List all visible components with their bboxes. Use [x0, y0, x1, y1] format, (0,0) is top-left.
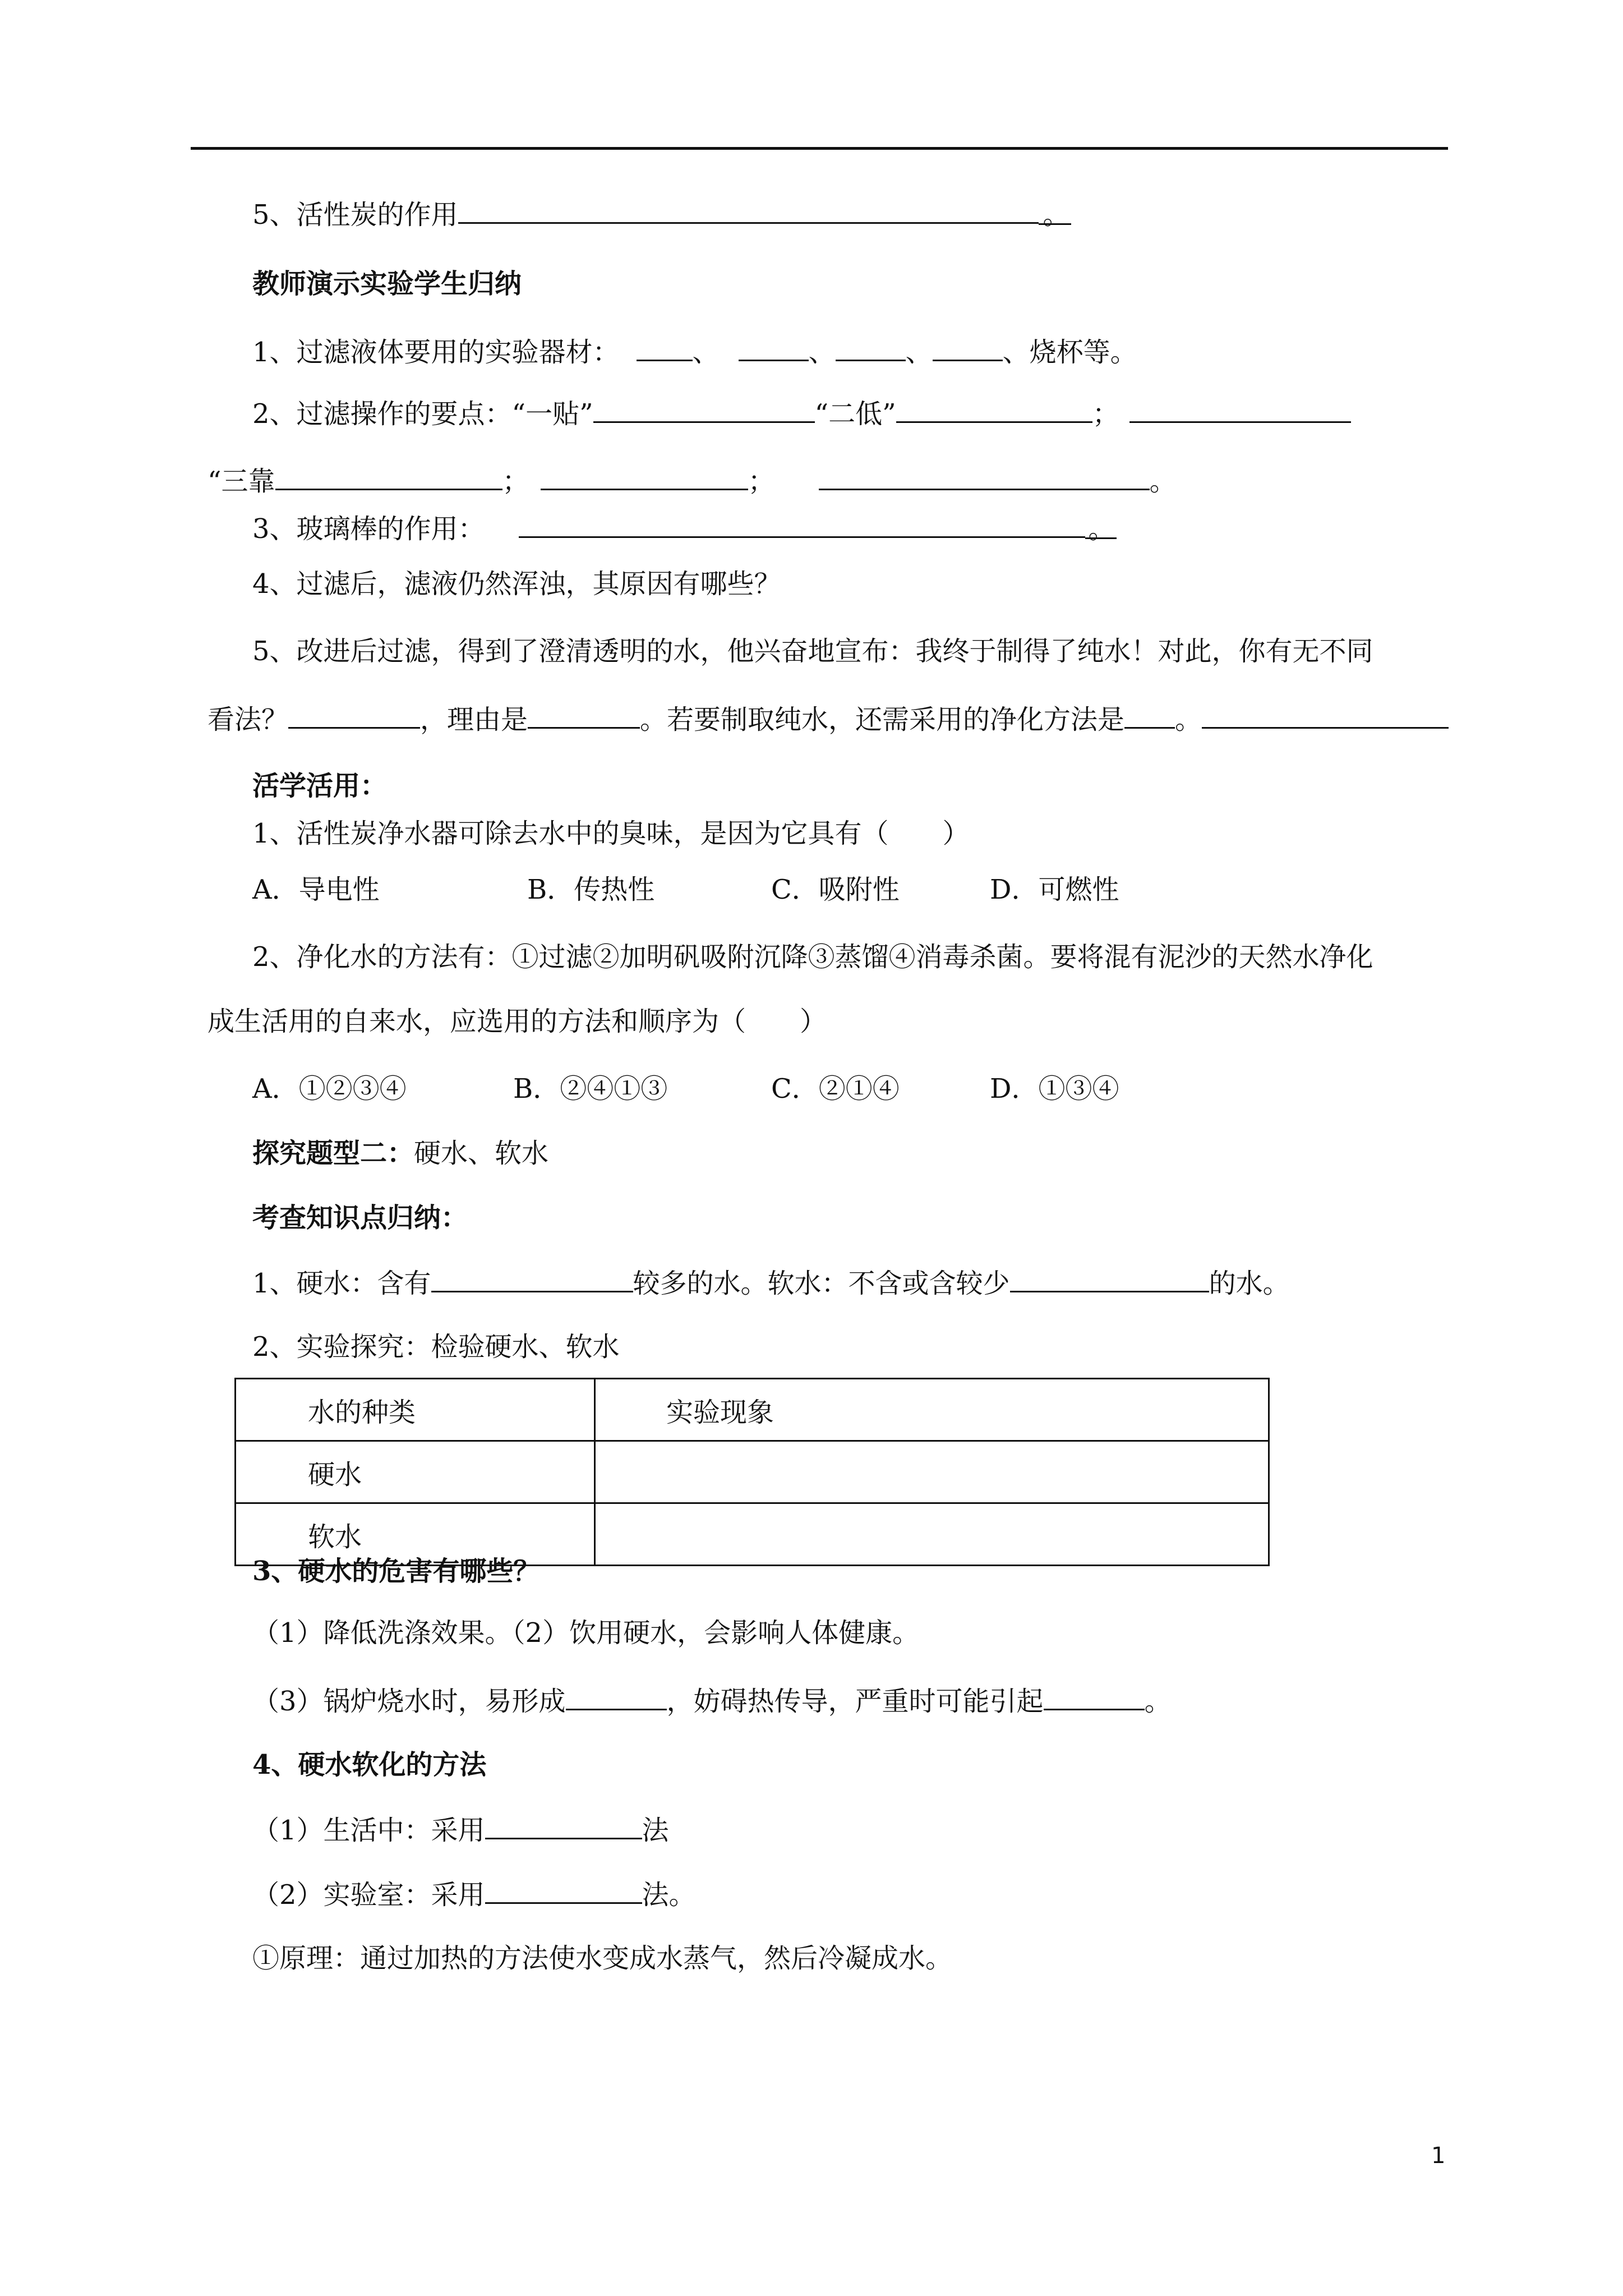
blank[interactable]	[896, 395, 1092, 423]
apply-q1-option-d[interactable]: D．可燃性	[990, 874, 1119, 905]
apply-q2-option-b[interactable]: B．②④①③	[513, 1073, 668, 1105]
hard-water-harm-title: 3、硬水的危害有哪些？	[252, 1556, 541, 1587]
table-cell: 软水	[236, 1503, 595, 1566]
header-rule	[191, 147, 1448, 150]
blank[interactable]	[566, 1683, 667, 1710]
section-type-2: 探究题型二：硬水、软水	[252, 1138, 549, 1169]
blank[interactable]	[458, 196, 1039, 224]
blank[interactable]	[836, 334, 906, 361]
glass-rod-line: 3、玻璃棒的作用： 。	[252, 510, 1117, 546]
blank[interactable]	[541, 463, 748, 490]
blank[interactable]	[1202, 701, 1449, 729]
blank[interactable]	[739, 334, 809, 361]
softening-daily-life: （1）生活中：采用 法	[252, 1812, 669, 1848]
softening-title: 4、硬水软化的方法	[252, 1749, 487, 1780]
q5-activated-carbon-line: 5、活性炭的作用 。	[252, 196, 1071, 232]
blank[interactable]	[819, 463, 1150, 490]
blank[interactable]	[1010, 1265, 1209, 1292]
blank[interactable]	[485, 1876, 642, 1904]
apply-question-1: 1、活性炭净水器可除去水中的臭味，是因为它具有（ ）	[252, 818, 970, 849]
table-cell-answer[interactable]	[595, 1503, 1269, 1566]
filter-equipment-line: 1、过滤液体要用的实验器材： 、 、 、 、烧杯等。	[252, 334, 1137, 370]
blank[interactable]	[519, 510, 1085, 538]
pure-water-question-line-1: 5、改进后过滤，得到了澄清透明的水，他兴奋地宣布：我终于制得了纯水！对此，你有无不同	[252, 636, 1373, 667]
turbid-filtrate-question: 4、过滤后，滤液仍然浑浊，其原因有哪些？	[252, 568, 781, 600]
filter-points-line-2: “三靠 ； ； 。	[208, 463, 1177, 499]
hard-soft-definition-line: 1、硬水：含有 较多的水。软水：不含或含较少 的水。	[252, 1265, 1290, 1301]
blank[interactable]	[933, 334, 1003, 361]
blank[interactable]	[485, 1812, 642, 1839]
table-header-row	[236, 1379, 1269, 1441]
table-cell-answer[interactable]	[595, 1441, 1269, 1503]
table-header-cell: 实验现象	[595, 1379, 1269, 1441]
filter-points-line: 2、过滤操作的要点：“一贴” “二低” ；	[252, 395, 1351, 431]
apply-q2-option-d[interactable]: D．①③④	[990, 1073, 1119, 1105]
table-cell: 硬水	[236, 1441, 595, 1503]
pure-water-question-line-2: 看法？ ，理由是 。若要制取纯水，还需采用的净化方法是 。	[208, 701, 1449, 737]
apply-question-2-line-1: 2、净化水的方法有：①过滤②加明矾吸附沉降③蒸馏④消毒杀菌。要将混有泥沙的天然水净化	[252, 941, 1373, 973]
table-row	[236, 1441, 1269, 1503]
hard-soft-water-table	[234, 1378, 1270, 1566]
table-header-cell: 水的种类	[236, 1379, 595, 1441]
hard-water-harm-3: （3）锅炉烧水时，易形成 ，妨碍热传导，严重时可能引起 。	[252, 1683, 1172, 1719]
blank[interactable]	[1124, 701, 1175, 729]
apply-question-2-line-2: 成生活用的自来水，应选用的方法和顺序为（ ）	[208, 1006, 827, 1037]
blank[interactable]	[288, 701, 420, 729]
distillation-principle: ①原理：通过加热的方法使水变成水蒸气，然后冷凝成水。	[252, 1943, 953, 1974]
apply-q1-option-c[interactable]: C．吸附性	[771, 874, 900, 905]
blank[interactable]	[1044, 1683, 1145, 1710]
blank[interactable]	[593, 395, 815, 423]
apply-q2-option-c[interactable]: C．②①④	[771, 1073, 900, 1105]
blank[interactable]	[431, 1265, 633, 1292]
blank[interactable]	[528, 701, 640, 729]
section-teacher-demo: 教师演示实验学生归纳	[252, 268, 522, 300]
blank[interactable]	[637, 334, 693, 361]
page-number: 1	[1431, 2143, 1446, 2169]
softening-laboratory: （2）实验室：采用 法。	[252, 1876, 696, 1912]
experiment-title: 2、实验探究：检验硬水、软水	[252, 1331, 620, 1363]
apply-q1-option-a[interactable]: A．导电性	[252, 874, 380, 905]
apply-q1-option-b[interactable]: B．传热性	[527, 874, 655, 905]
section-knowledge: 考查知识点归纳：	[252, 1202, 468, 1234]
section-apply: 活学活用：	[252, 770, 388, 802]
blank[interactable]	[275, 463, 502, 490]
blank[interactable]	[1129, 395, 1351, 423]
apply-q2-option-a[interactable]: A．①②③④	[252, 1073, 407, 1105]
hard-water-harm-1-2: （1）降低洗涤效果。（2）饮用硬水，会影响人体健康。	[252, 1617, 920, 1649]
